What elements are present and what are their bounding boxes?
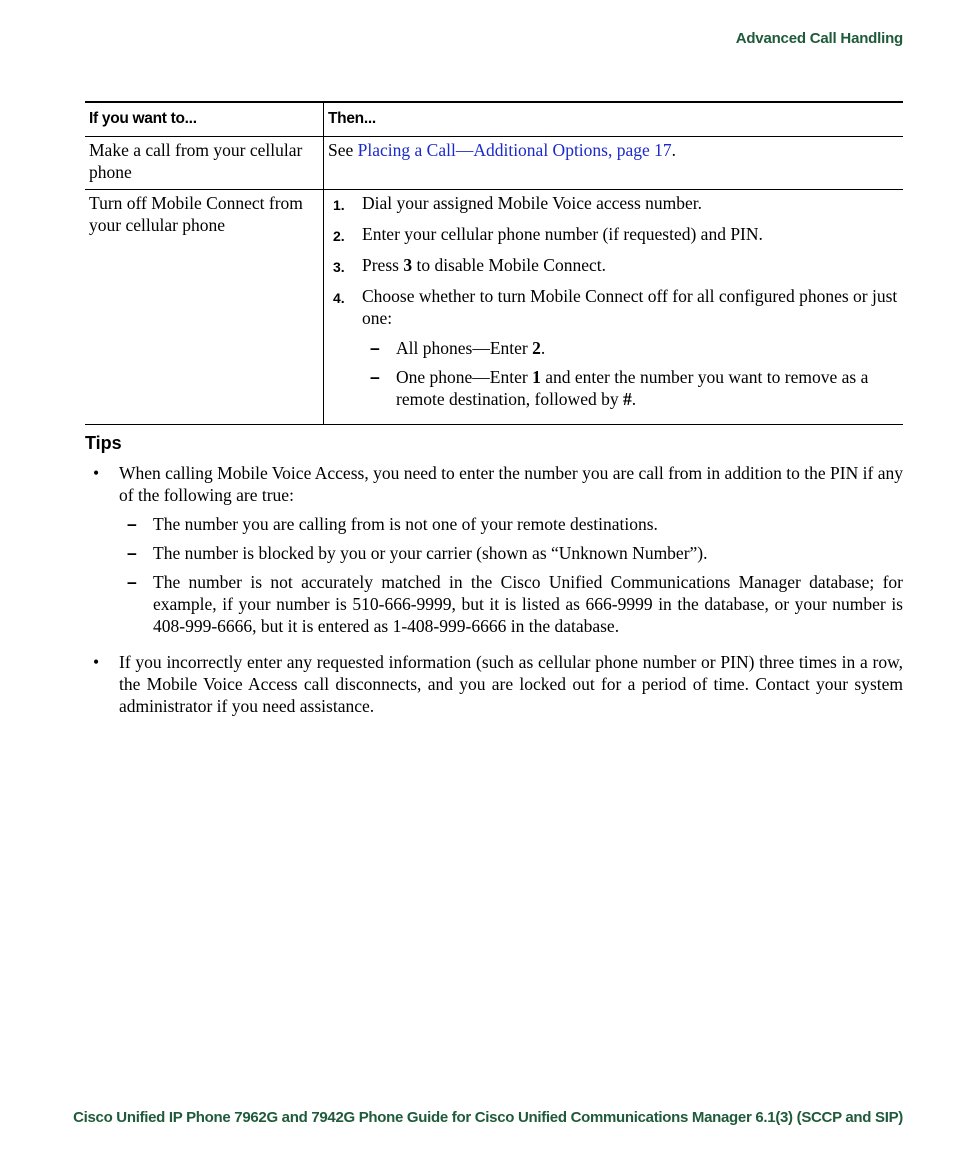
tip-subitem-text: The number you are calling from is not one of your remote destinations.	[153, 514, 658, 534]
col-header-then: Then...	[328, 110, 376, 127]
step-text: Dial your assigned Mobile Voice access number.	[362, 193, 703, 213]
key-hash: #	[622, 389, 632, 409]
step-item	[328, 223, 899, 247]
tip-body	[119, 462, 903, 644]
tip-text: When calling Mobile Voice Access, you need to enter the number you are call from in addition to the PIN if any of the following are true:	[119, 463, 903, 505]
substep-text	[396, 337, 899, 359]
step-item	[328, 285, 899, 417]
tip-subitem-text: The number is blocked by you or your carrier (shown as “Unknown Number”).	[153, 543, 708, 563]
table-row	[85, 137, 903, 190]
step-number: 1.	[333, 197, 345, 213]
row-want-cell: Make a call from your cellular phone	[85, 137, 324, 190]
tip-subitem	[119, 513, 903, 535]
step-text-post: to disable Mobile Connect.	[412, 255, 607, 275]
tip-text: If you incorrectly enter any requested information (such as cellular phone number or PIN) three times in a row, the Mobile Voice Access call disconnects, and you are locked out for a period of time. Contact your system administrator if you need assistance.	[119, 652, 903, 716]
step-text: Enter your cellular phone number (if requested) and PIN.	[362, 224, 763, 244]
step-item	[328, 254, 899, 278]
row-want-cell: Turn off Mobile Connect from your cellular phone	[85, 190, 324, 425]
row-then-cell	[324, 190, 904, 425]
bullet-marker: •	[93, 463, 100, 483]
see-suffix: .	[671, 140, 677, 160]
step-number: 4.	[333, 290, 345, 306]
key-2: 2	[532, 338, 541, 358]
dash-marker: –	[370, 367, 380, 387]
substep-post: .	[631, 389, 637, 409]
steps-list	[328, 192, 899, 417]
tip-body	[119, 651, 903, 717]
row-then-cell	[324, 137, 904, 190]
substep-list	[362, 337, 899, 410]
placing-call-link[interactable]: Placing a Call—Additional Options, page 17	[357, 140, 672, 160]
substep-pre: All phones—Enter	[396, 338, 533, 358]
table-header-row	[85, 102, 903, 137]
dash-marker: –	[127, 514, 137, 534]
tips-heading: Tips	[85, 433, 122, 453]
dash-marker: –	[127, 543, 137, 563]
key-3: 3	[403, 255, 413, 275]
tip-item	[85, 462, 903, 644]
step-text	[362, 254, 899, 278]
step-text-main: Choose whether to turn Mobile Connect off for all configured phones or just one:	[362, 286, 898, 328]
substep-text	[396, 366, 899, 410]
table-row	[85, 190, 903, 425]
running-header: Advanced Call Handling	[735, 30, 903, 47]
col-header-want: If you want to...	[85, 102, 324, 137]
tip-item	[85, 651, 903, 717]
tip-subitem	[119, 571, 903, 637]
substep-pre: One phone—Enter	[396, 367, 533, 387]
step-number: 3.	[333, 259, 345, 275]
step-item	[328, 192, 899, 216]
substep-mid: and enter the number you want to remove as a remote destination, followed by	[396, 367, 869, 409]
step-text-pre: Press	[362, 255, 404, 275]
tips-list	[85, 462, 903, 724]
substep-item	[362, 366, 899, 410]
substep-post: .	[540, 338, 546, 358]
tip-sublist	[119, 513, 903, 637]
dash-marker: –	[127, 572, 137, 592]
options-table	[85, 101, 903, 425]
see-prefix: See	[328, 140, 358, 160]
dash-marker: –	[370, 338, 380, 358]
key-1: 1	[532, 367, 541, 387]
step-number: 2.	[333, 228, 345, 244]
bullet-marker: •	[93, 652, 100, 672]
tip-subitem	[119, 542, 903, 564]
substep-item	[362, 337, 899, 359]
running-footer: Cisco Unified IP Phone 7962G and 7942G Phone Guide for Cisco Unified Communications Manager 6.1(3) (SCCP and SIP)	[73, 1109, 903, 1126]
step-text	[362, 285, 899, 417]
tip-subitem-text: The number is not accurately matched in the Cisco Unified Communications Manager database; for example, if your number is 510-666-9999, but it is listed as 666-9999 in the database, or your number is 408-999-6666, but it is entered as 1-408-999-6666 in the database.	[153, 572, 903, 636]
